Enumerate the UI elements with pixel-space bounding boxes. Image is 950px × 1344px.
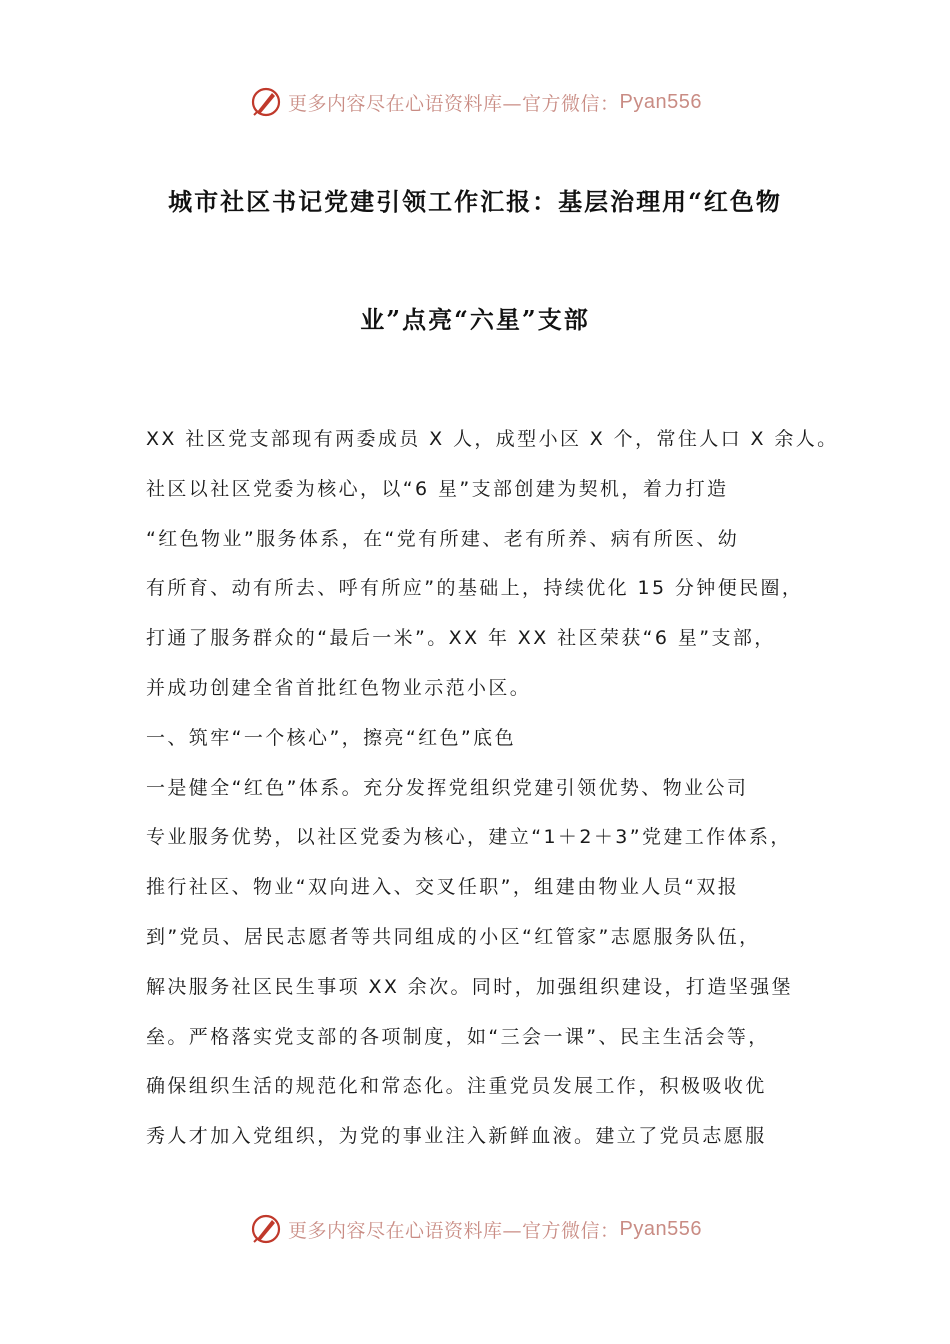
document-body bbox=[146, 415, 839, 1162]
body-line: 解决服务社区民生事项 XX 余次。同时，加强组织建设，打造坚强堡 bbox=[146, 975, 793, 998]
body-line: 到”党员、居民志愿者等共同组成的小区“红管家”志愿服务队伍， bbox=[146, 925, 761, 948]
body-line: 有所育、动有所去、呼有所应”的基础上，持续优化 15 分钟便民圈， bbox=[146, 577, 804, 600]
body-line: 专业服务优势，以社区党委为核心，建立“1＋2＋3”党建工作体系， bbox=[146, 826, 792, 849]
watermark-handle: Pyan556 bbox=[619, 90, 702, 113]
watermark-text: 更多内容尽在心语资料库—官方微信： bbox=[288, 92, 620, 115]
body-line: 推行社区、物业“双向进入、交叉任职”，组建由物业人员“双报 bbox=[146, 876, 740, 899]
watermark-text: 更多内容尽在心语资料库—官方微信： bbox=[288, 1219, 620, 1242]
body-line: 一、筑牢“一个核心”，擦亮“红色”底色 bbox=[146, 726, 516, 749]
footer-watermark bbox=[0, 1209, 950, 1249]
body-line: XX 社区党支部现有两委成员 X 人，成型小区 X 个，常住人口 X 余人。 bbox=[146, 428, 839, 450]
body-line: “红色物业”服务体系，在“党有所建、老有所养、病有所医、幼 bbox=[146, 527, 740, 550]
body-line: 并成功创建全省首批红色物业示范小区。 bbox=[146, 676, 532, 699]
document-title-line-1: 城市社区书记党建引领工作汇报：基层治理用“红色物 bbox=[168, 187, 782, 216]
pen-circle-logo-icon bbox=[248, 1211, 284, 1247]
body-line: 确保组织生活的规范化和常态化。注重党员发展工作，积极吸收优 bbox=[146, 1075, 767, 1098]
body-line: 打通了服务群众的“最后一米”。XX 年 XX 社区荣获“6 星”支部， bbox=[146, 627, 776, 650]
body-line: 秀人才加入党组织，为党的事业注入新鲜血液。建立了党员志愿服 bbox=[146, 1125, 767, 1148]
body-line: 一是健全“红色”体系。充分发挥党组织党建引领优势、物业公司 bbox=[146, 776, 749, 799]
body-line: 垒。严格落实党支部的各项制度，如“三会一课”、民主生活会等， bbox=[146, 1025, 770, 1048]
body-line: 社区以社区党委为核心，以“6 星”支部创建为契机，着力打造 bbox=[146, 477, 729, 500]
pen-circle-logo-icon bbox=[248, 84, 284, 120]
watermark-handle: Pyan556 bbox=[619, 1217, 702, 1240]
document-title-line-2: 业”点亮“六星”支部 bbox=[360, 305, 590, 334]
header-watermark bbox=[0, 82, 950, 122]
